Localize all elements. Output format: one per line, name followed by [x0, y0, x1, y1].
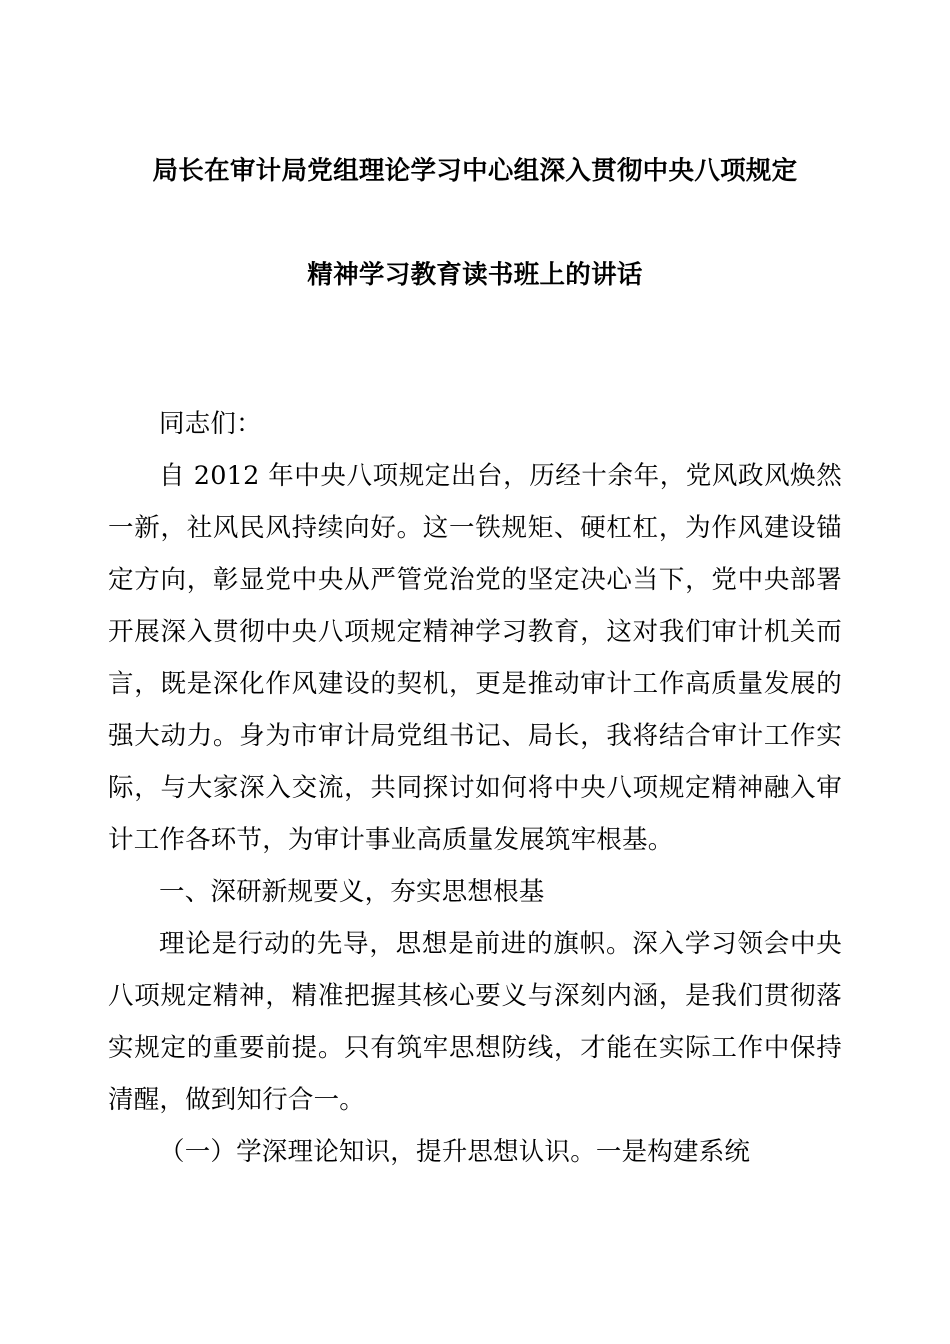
page-title-line-2: 精神学习教育读书班上的讲话 — [307, 260, 643, 290]
section-heading-1: 一、深研新规要义，夯实思想根基 — [159, 877, 545, 907]
salutation-paragraph: 同志们： — [159, 409, 262, 439]
document-body — [108, 398, 842, 1178]
subsection-heading-1: （一）学深理论知识，提升思想认识。一是构建系统 — [159, 1137, 751, 1167]
page-title-line-1: 局长在审计局党组理论学习中心组深入贯彻中央八项规定 — [152, 156, 798, 186]
body-paragraph-2: 理论是行动的先导，思想是前进的旗帜。深入学习领会中央八项规定精神，精准把握其核心要义与深刻内涵，是我们贯彻落实规定的重要前提。只有筑牢思想防线，才能在实际工作中保持清醒，做到知行合一。 — [108, 929, 842, 1115]
body-paragraph-1: 自 2012 年中央八项规定出台，历经十余年，党风政风焕然一新，社风民风持续向好。这一铁规矩、硬杠杠，为作风建设锚定方向，彰显党中央从严管党治党的坚定决心当下，党中央部署开展深入贯彻中央八项规定精神学习教育，这对我们审计机关而言，既是深化作风建设的契机，更是推动审计工作高质量发展的强大动力。身为市审计局党组书记、局长，我将结合审计工作实际，与大家深入交流，共同探讨如何将中央八项规定精神融入审计工作各环节，为审计事业高质量发展筑牢根基。 — [108, 461, 842, 855]
